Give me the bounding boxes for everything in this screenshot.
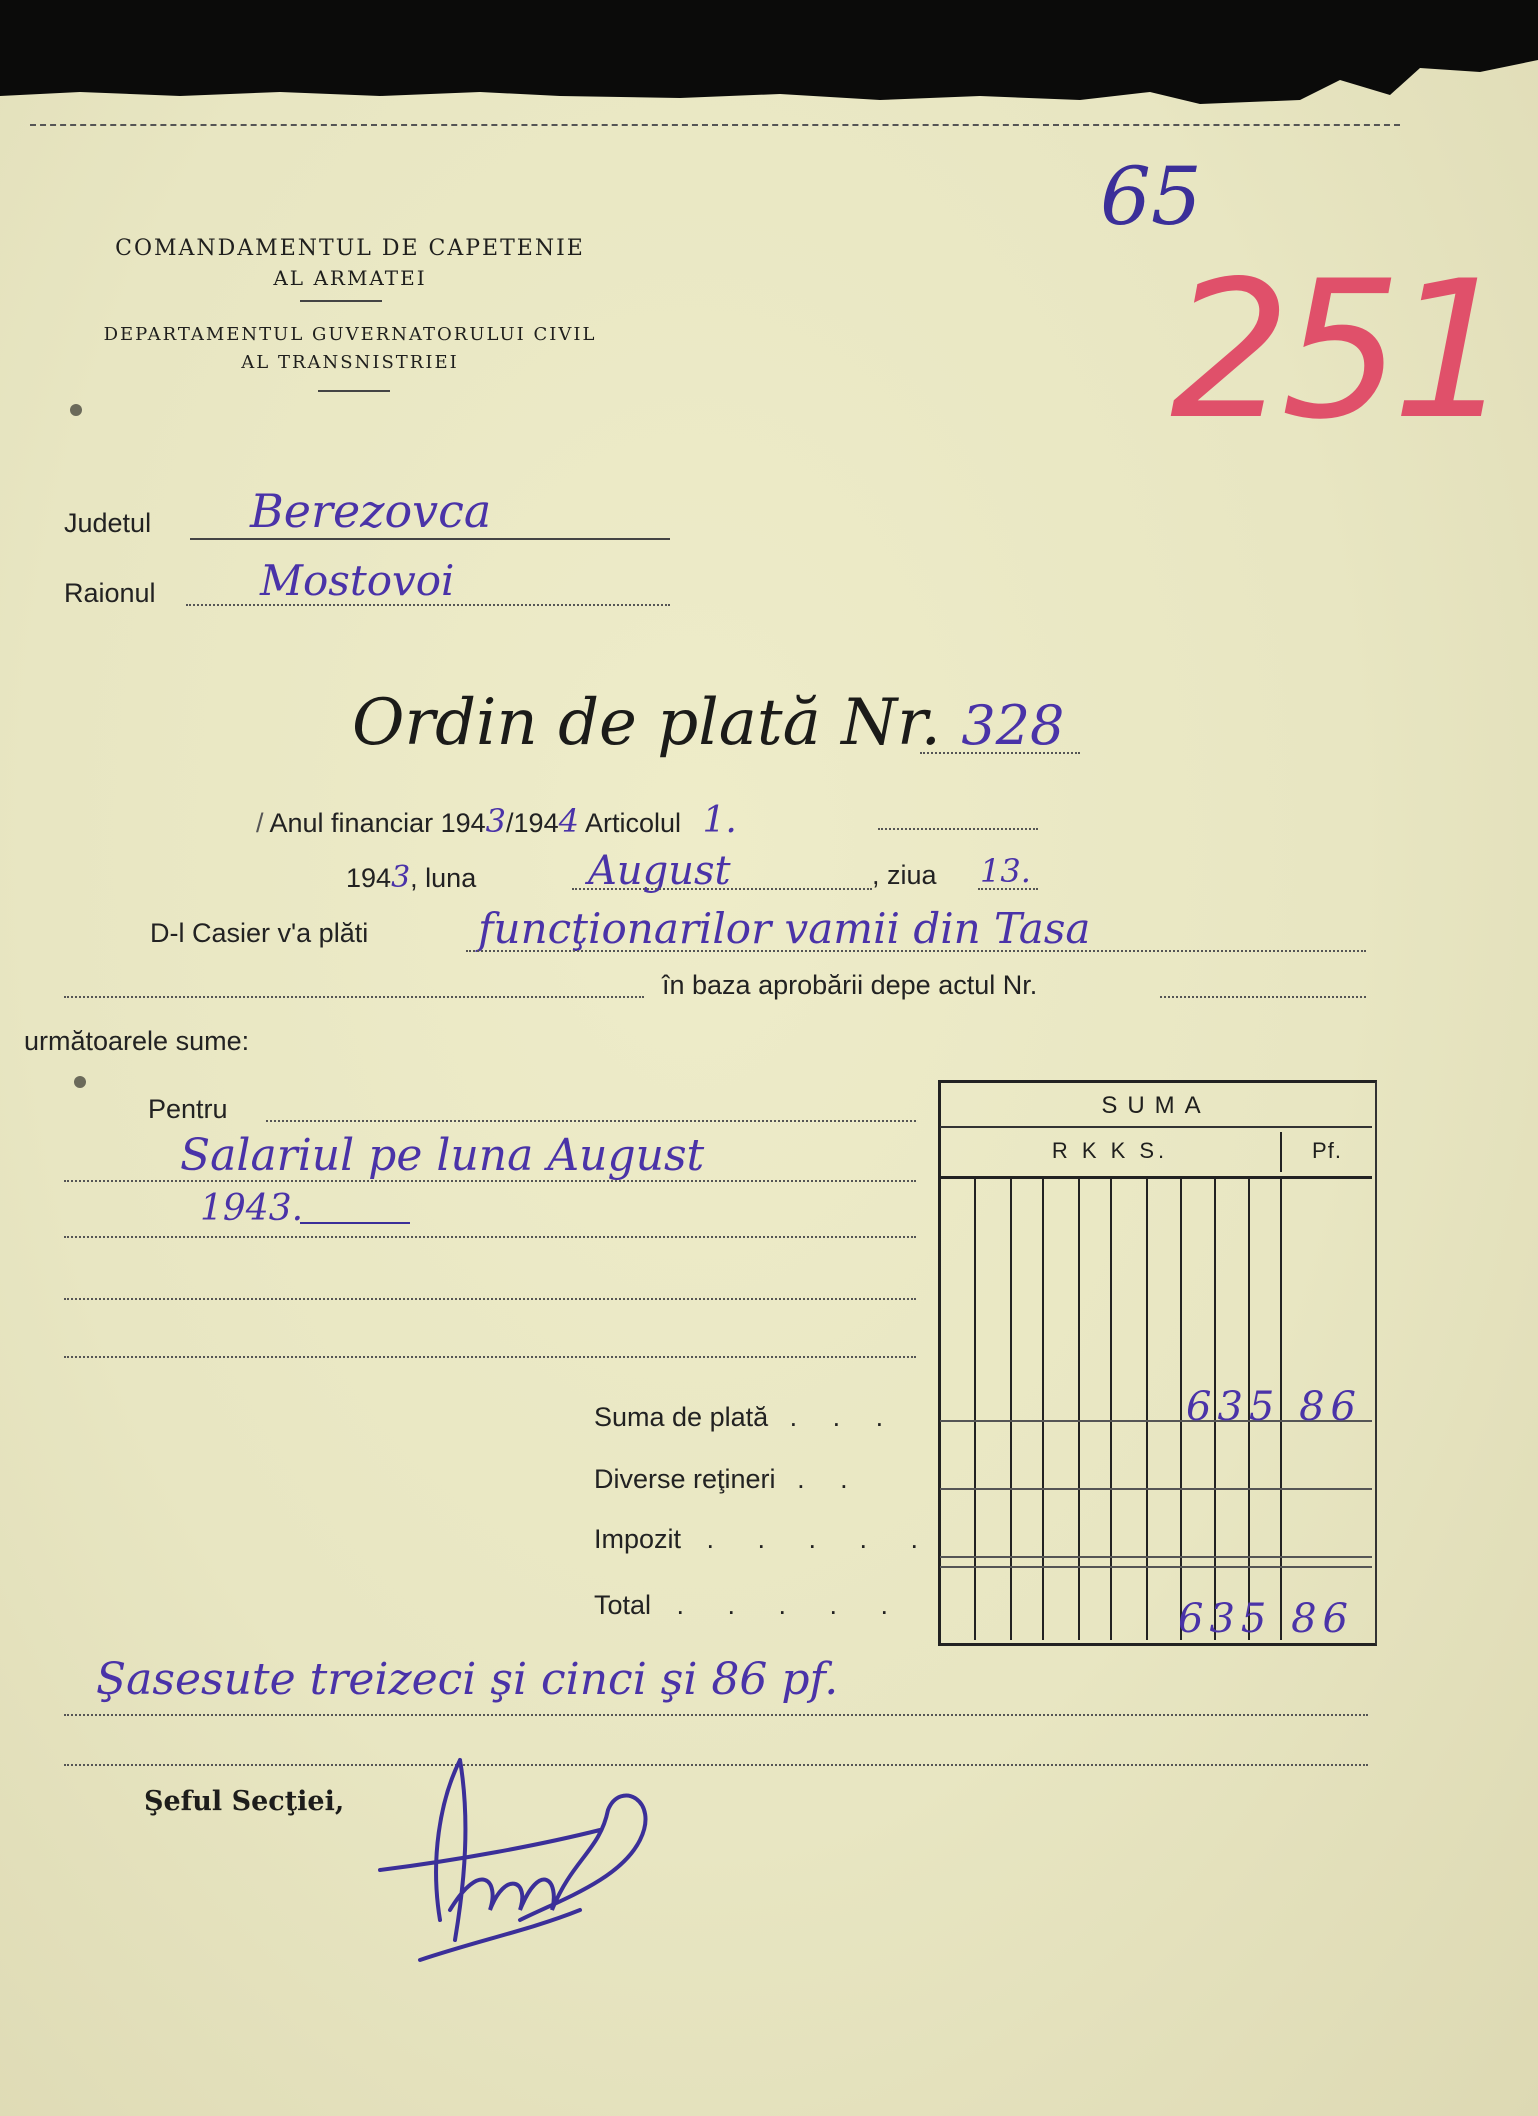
sum-table-header: SUMA [1101, 1092, 1211, 1119]
suma-value: 635 86 [1186, 1384, 1362, 1430]
sum-table-pf-divider-top [1280, 1132, 1282, 1172]
articol-label: Articolul [584, 808, 681, 838]
suma-label: Suma de plată . . . [594, 1402, 898, 1432]
casier-label: D-l Casier v'a plăti [150, 918, 369, 948]
raion-value: Mostovoi [260, 556, 455, 605]
punch-hole-1 [70, 404, 82, 416]
pentru-line [266, 1120, 916, 1122]
purpose-line-2: 1943. [200, 1188, 304, 1229]
title-text: Ordin de plată Nr. [352, 686, 941, 760]
sum-table-column-line [1078, 1178, 1080, 1640]
sum-table-divider-1 [940, 1126, 1372, 1128]
purpose-underline [300, 1222, 410, 1224]
purpose-dotline-3 [64, 1298, 916, 1300]
signature-label: Şeful Secţiei, [144, 1786, 345, 1817]
archive-number-blue: 65 [1100, 150, 1202, 243]
title-number: 328 [961, 694, 1065, 757]
sum-table-row-line [940, 1556, 1372, 1558]
sum-table-column-line [1010, 1178, 1012, 1640]
header-line-1: COMANDAMENTUL DE CAPETENIE [115, 236, 585, 261]
baza-label: în baza aprobării depe actul Nr. [662, 970, 1038, 1000]
impozit-label: Impozit . . . . . [594, 1524, 937, 1554]
archive-number-red: 251 [1170, 240, 1503, 461]
total-label: Total . . . . . [594, 1590, 907, 1620]
sum-table-sub: Pf. [1312, 1138, 1342, 1163]
total-label-text: Total [594, 1590, 652, 1620]
purpose-dotline-1 [64, 1180, 916, 1182]
total-value: 635 86 [1178, 1596, 1354, 1642]
torn-edge [0, 0, 1538, 110]
sum-table-currency: R K K S. [1051, 1138, 1169, 1163]
diverse-label: Diverse reţineri . . [594, 1464, 862, 1494]
articol-value: 1. [702, 800, 737, 841]
luna-line [572, 888, 872, 890]
sum-table-column-line [974, 1178, 976, 1640]
year-from: 3 [485, 802, 507, 840]
year-prefix: 194 [346, 863, 392, 893]
purpose-line-1: Salariul pe luna August [180, 1130, 705, 1181]
year-digit: 3 [391, 860, 411, 895]
judet-label: Judetul [64, 508, 152, 538]
suma-label-text: Suma de plată [594, 1402, 769, 1432]
ziua-label: , ziua [872, 860, 937, 890]
anul-label: Anul financiar 194 [269, 808, 486, 838]
header-line-4: AL TRANSNISTRIEI [241, 352, 459, 373]
luna-value: August [588, 848, 731, 894]
top-cut-line [30, 124, 1400, 126]
judet-value: Berezovca [250, 484, 492, 538]
document-title [352, 686, 1064, 760]
luna-row [346, 860, 476, 895]
diverse-label-text: Diverse reţineri [594, 1464, 776, 1494]
raion-label: Raionul [64, 578, 156, 608]
signature-scribble [340, 1740, 700, 1980]
impozit-label-text: Impozit [594, 1524, 682, 1554]
baza-left-line [64, 996, 644, 998]
sume-label: următoarele sume: [24, 1026, 250, 1056]
amount-words-line-2 [64, 1764, 1368, 1766]
sum-table-row-line [940, 1488, 1372, 1490]
casier-line [466, 950, 1366, 952]
anul-financiar-row [256, 800, 737, 841]
sum-table-column-line [1110, 1178, 1112, 1640]
punch-hole-2 [74, 1076, 86, 1088]
anul-slash: /194 [506, 808, 559, 838]
header-line-2: AL ARMATEI [273, 266, 427, 290]
baza-number-line [1160, 996, 1366, 998]
articol-line [878, 828, 1038, 830]
amount-words-line [64, 1714, 1368, 1716]
sum-table [938, 1080, 1377, 1646]
sum-table-column-line [1180, 1178, 1182, 1640]
purpose-dotline-4 [64, 1356, 916, 1358]
sum-table-divider-2 [940, 1176, 1372, 1179]
pentru-label: Pentru [148, 1094, 228, 1124]
title-number-line [920, 752, 1080, 754]
year-to: 4 [558, 802, 579, 840]
ziua-line [978, 888, 1038, 890]
purpose-dotline-2 [64, 1236, 916, 1238]
casier-value: funcţionarilor vamii din Tasa [478, 904, 1091, 953]
header-separator [300, 300, 382, 302]
luna-label: , luna [410, 863, 477, 893]
sum-table-column-line [1042, 1178, 1044, 1640]
amount-words: Şasesute treizeci şi cinci şi 86 pf. [96, 1654, 839, 1705]
sum-table-column-line [1146, 1178, 1148, 1640]
header-separator-2 [318, 390, 390, 392]
slash-mark: / [256, 808, 270, 838]
header-line-3: DEPARTAMENTUL GUVERNATORULUI CIVIL [103, 324, 597, 345]
judet-line [190, 538, 670, 540]
ziua-value: 13. [980, 852, 1031, 890]
sum-table-row-line [940, 1566, 1372, 1568]
